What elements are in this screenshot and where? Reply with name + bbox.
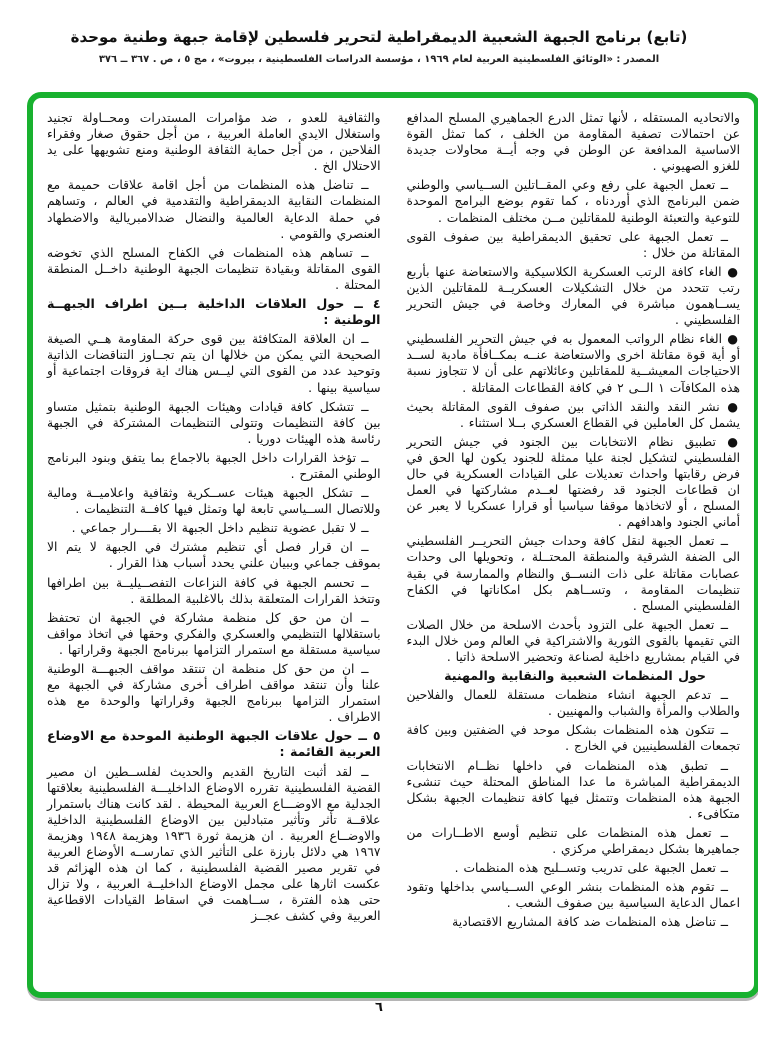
document-green-box — [27, 92, 758, 998]
page-number: ٦ — [375, 1000, 383, 1015]
paragraph: ــ ان قرار فصل أي تنظيم مشترك في الجبهة لا يتم الا بموقف جماعي وببيان علني يحدد أسباب هذا القرار . — [47, 540, 381, 571]
column-right — [407, 110, 741, 982]
section-heading: ٤ ــ حول العلاقات الداخلية بــين اطراف الجبهــة الوطنية : — [47, 296, 381, 328]
paragraph: ــ تشكل الجبهة هيئات عســكرية وثقافية واعلاميــة ومالية وللاتصال الســياسي تابعة لها وتمثل فيها كافــة التنظيمات . — [47, 486, 381, 517]
paragraph: ــ ان من حق كل منظمة مشاركة في الجبهة ان تحتفظ باستقلالها التنظيمي والعسكري والفكري وحقها في اتخاذ مواقف سياسية مستقلة مع استمرار التزامها ببرنامج الجبهة وقراراتها . — [47, 610, 381, 657]
paragraph: ● نشر النقد والنقد الذاتي بين صفوف القوى المقاتلة بحيث يشمل كل العاملين في القطاع العسكري بــلا استثناء . — [406, 399, 740, 430]
paragraph: ــ لا تقبل عضوية تنظيم داخل الجبهة الا بقــــرار جماعي . — [71, 521, 369, 536]
paragraph: والثقافية للعدو ، ضد مؤامرات المستدرات ومحــاولة تجنيد واستغلال الايدي العاملة العربية ، من أجل حقوق صغار وفقراء الفلاحين ، من أجل حماية الثقافة الوطنية ومنع تشويهها على يد الاحتلال الخ . — [47, 111, 381, 174]
paragraph: ــ تعمل الجبهة على رفع وعي المقــاتلين الســياسي والوطني ضمن البرنامج الذي أوردناه ، كما تقوم بوضع البرامج الموحدة للتوعية والتعبئة الوطنية للمقاتلين مــن مختلف المنظمات . — [406, 178, 740, 225]
paragraph: ــ تتشكل كافة قيادات وهيئات الجبهة الوطنية بتمثيل متساو بين كافة التنظيمات وتتولى التنظيمات المشتركة في الجبهة رئاسة هذه الهيئات دوريا . — [47, 399, 381, 446]
paragraph: ــ تؤخذ القرارات داخل الجبهة بالاجماع بما يتفق وبنود البرنامج الوطني المقترح . — [47, 450, 381, 481]
paragraph: ــ تتكون هذه المنظمات بشكل موحد في الضفتين وبين كافة تجمعات الفلسطينيين في الخارج . — [406, 723, 740, 754]
paragraph: ــ تحسم الجبهة في كافة النزاعات التفصــيليــة بين اطرافها وتتخذ القرارات المتعلقة بذلك بالاغلبية المطلقة . — [47, 575, 381, 606]
two-column-layout — [47, 110, 740, 982]
column-left — [47, 110, 381, 982]
document-title: (تابع) برنامج الجبهة الشعبية الديمقراطية لتحرير فلسطين لإقامة جبهة وطنية موحدة — [70, 28, 688, 46]
paragraph: ــ تقوم هذه المنظمات بنشر الوعي الســياسي بداخلها وتقود اعمال الدعاية السياسية بين صفوف الشعب . — [406, 880, 740, 911]
paragraph: ــ تعمل هذه المنظمات على تنظيم أوسع الاطــارات من جماهيرها بشكل ديمقراطي مركزي . — [406, 825, 740, 857]
paragraph: ــ تساهم هذه المنظمات في الكفاح المسلح الذي تخوضه القوى المقاتلة وبقيادة تنظيمات الجبهة الوطنية داخــل المنطقة المحتلة . — [47, 245, 381, 292]
paragraph: ــ لقد أثبت التاريخ القديم والحديث لفلســطين ان مصير القضية الفلسطينية تقرره الاوضاع الداخليـــة الفلسطينية بعلاقتها الجدلية مع الاوضـــاع العربية المحيطة . لقد كانت هناك باستمرار علاقــة تأثر وتأثير متبادلين بين الاوضاع الفلسطينية الداخلية والاوضــاع العربية . ان هزيمة ثورة ١٩٣٦ وهزيمة ١٩٤٨ وهزيمة ١٩٦٧ هي دلائل بارزة على التأثير الذي تمارســه الأوضاع العربية في تقرير مصير القضية الفلسطينية ، كما ان هذه الهزائم قد عكست اثارها على مجمل الاوضاع الداخليــة العربية ، ولا تزال حتى هذه الفترة ، ســاهمت في اسقاط القيادات الاقطاعية العربية وفي كشف عجــز — [47, 764, 381, 924]
paragraph: والاتحاديه المستقله ، لأنها تمثل الدرع الجماهيري المسلح المدافع عن احتمالات تصفية المقاومة من الخلف ، كما تمثل القوة الاساسية المدافعة عن الوطن في وجه أيــة محاولات جديدة للغزو الصهيوني . — [406, 111, 740, 174]
paragraph: ــ تطبق هذه المنظمات في داخلها نظــام الانتخابات الديمقراطية المباشرة ما عدا المناطق المحتلة حيث تنشىء الجبهة هذه المنظمات وتتمثل فيها كافة تنظيمات الجبهة بشكل متكافىء . — [406, 758, 740, 821]
paragraph: ــ تعمل الجبهة على تحقيق الديمقراطية بين صفوف القوى المقاتلة من خلال : — [406, 229, 740, 260]
paragraph: ــ ان من حق كل منظمة ان تنتقد مواقف الجبهـــة الوطنية علنا وأن تنتقد مواقف اطراف أخرى مشاركة في الجبهة مع استمرار التزامها ببرنامج الجبهة وقراراتها والوحدة مع هذه الاطراف . — [47, 662, 381, 725]
paragraph: ــ تناضل هذه المنظمات من أجل اقامة علاقات حميمة مع المنظمات النقابية الديمقراطية والتقدمية في العالم ، وتساهم في حملة الدعاية العالمية والنضال ضدالامبريالية والاضطهاد العنصري والقومي . — [47, 178, 381, 241]
section-heading: حول المنظمات الشعبية والنقابية والمهنية — [444, 668, 706, 684]
paragraph: ● الغاء نظام الرواتب المعمول به في جيش التحرير الفلسطيني أو أية قوة مقاتلة اخرى والاستعاضة عنــه بمكــافأة مادية لســد الاحتياجات المعيشــية للمقاتلين وعائلاتهم على أن لا تتجاوز نسبة هذه المكافآت ١ الــى ٢ في كافة القطاعات المقاتلة . — [406, 332, 740, 395]
paragraph: ــ ان العلاقة المتكافئة بين قوى حركة المقاومة هــي الصيغة الصحيحة التي يمكن من خلالها ان يتم تجــاوز التناقضات الذاتية وتوحيد عدد من القوى التي ليــس هناك اية فروقات اجتماعية أو سياسية بينها . — [47, 332, 381, 395]
paragraph: ــ تعمل الجبهة على تدريب وتســليح هذه المنظمات . — [454, 861, 728, 876]
page-header — [0, 28, 758, 65]
paragraph: ــ تعمل الجبهة لنقل كافة وحدات جيش التحريــر الفلسطيني الى الضفة الشرقية والمنطقة المحتــلة ، وتحويلها الى وحدات عصابات مقاتلة على ذات النســق والنظام والممارسة في بقية تنظيمات المقاومة ، وتســاهم بكل امكاناتها في الكفاح الفلسطيني المسلح . — [406, 534, 740, 613]
paragraph: ● الغاء كافة الرتب العسكرية الكلاسيكية والاستعاضة عنها بأربع رتب تتحدد من خلال التشكيلات العسكريــة للمقاتلين الذين يســاهمون مباشرة في المعارك وخاصة في جيش التحرير الفلسطيني . — [406, 264, 740, 328]
paragraph: ــ تعمل الجبهة على التزود بأحدث الاسلحة من خلال الصلات التي تقيمها بالقوى الثورية والاشتراكية في العالم ومن خلال البدء في القيام بمشاريع داخلية لصناعة وتحضير الاسلحة ذاتيا . — [406, 617, 740, 664]
section-heading: ٥ ــ حول علاقات الجبهة الوطنية الموحدة مع الاوضاع العربية القائمة : — [47, 728, 381, 760]
source-citation: المصدر : «الوثائق الفلسطينية العربية لعام ١٩٦٩ ، مؤسسة الدراسات الفلسطينية ، بيروت» ، مج ٥ ، ص . ٣٦٧ ــ ٣٧٦ — [98, 54, 660, 65]
paragraph: ــ تدعم الجبهة انشاء منظمات مستقلة للعمال والفلاحين والطلاب والمرأة والشباب والمهنيين . — [406, 688, 740, 719]
paragraph: ● تطبيق نظام الانتخابات بين الجنود في جيش التحرير الفلسطيني لتشكيل لجنة عليا ممثلة للجنود يكون لها الحق في فرض رقابتها واحداث تعديلات على القيادات العسكرية في حال ان قطاعات الجنود قد رفضتها لعــدم مشاركتها في العمل المسلح ، أو لاتخاذها موقفا سياسيا أو قرارا عسكريا لا يعبر عن أماني الجنود واهدافهم . — [406, 434, 740, 530]
paragraph: ــ تناضل هذه المنظمات ضد كافة المشاريع الاقتصادية — [452, 915, 728, 930]
